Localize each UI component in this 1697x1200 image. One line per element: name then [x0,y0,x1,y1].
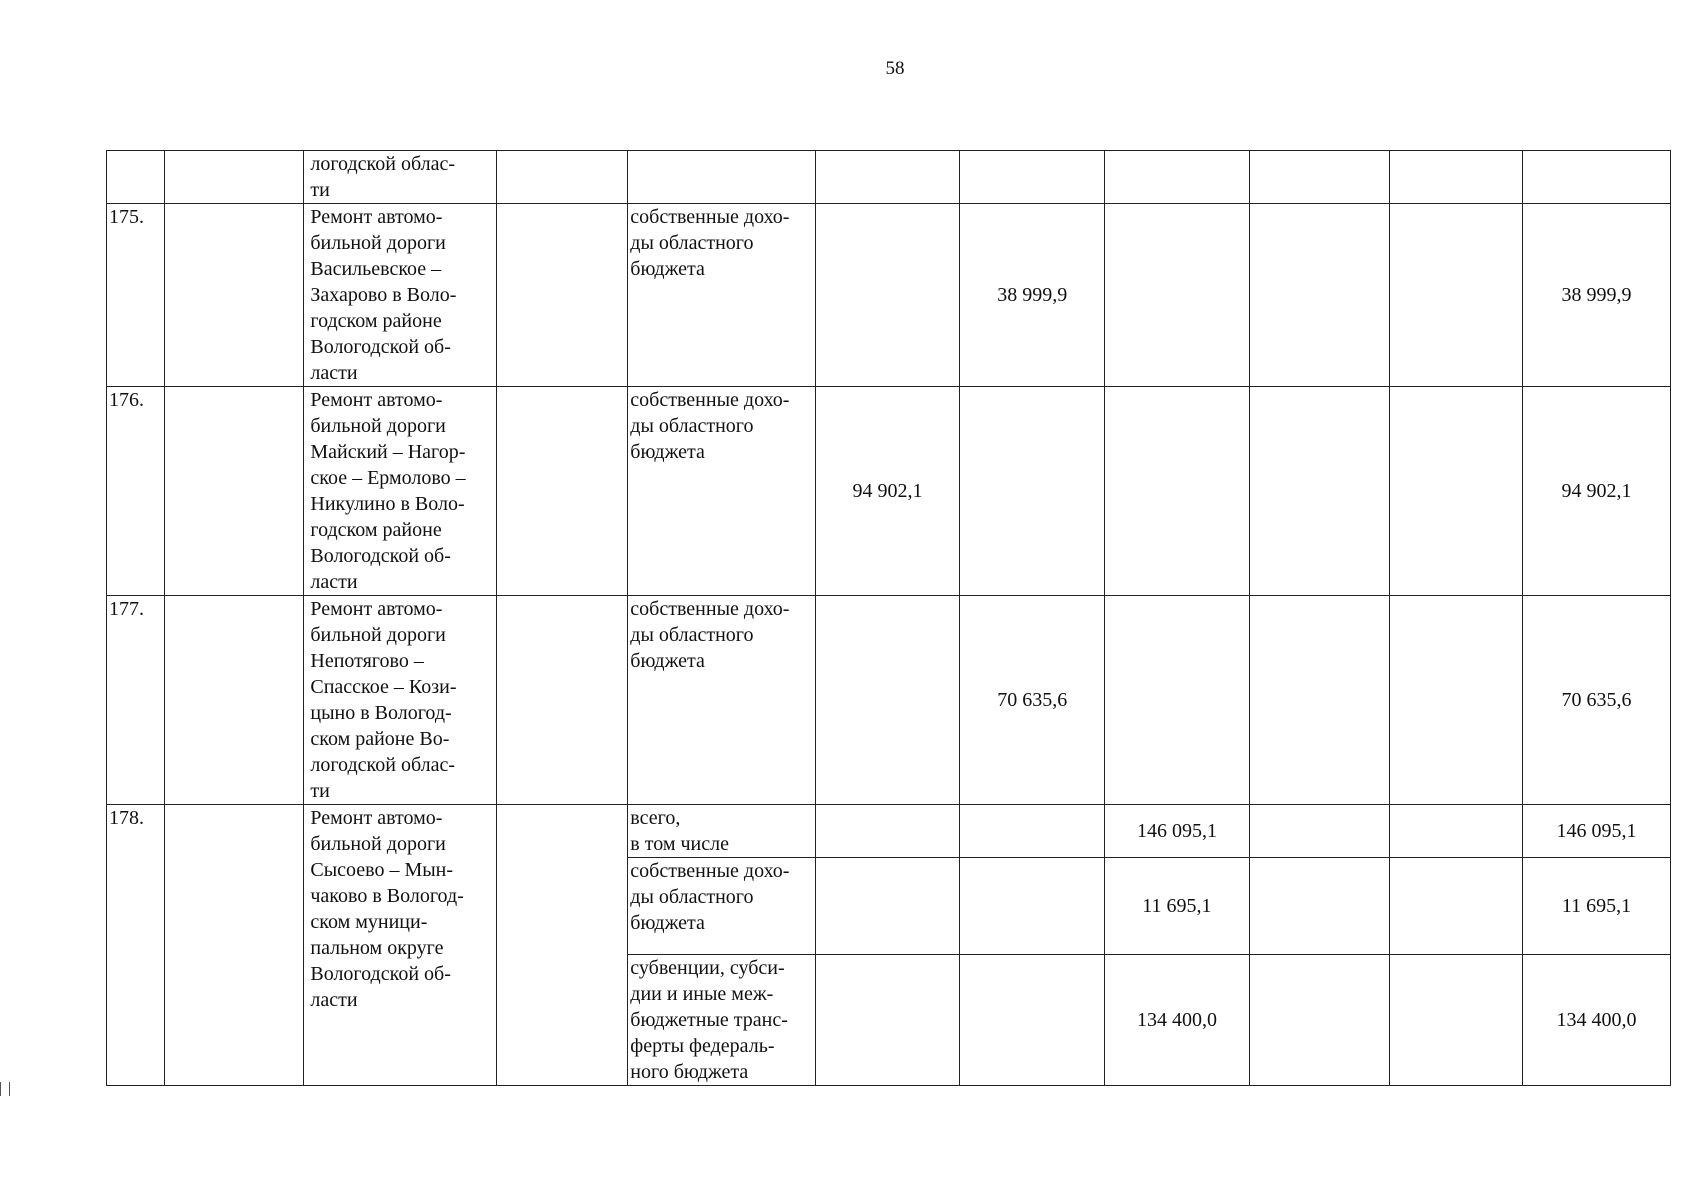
amount-cell [1249,151,1389,204]
table-row [107,805,1671,858]
amount-cell [815,805,960,858]
amount-cell [1249,387,1389,596]
amount-cell [1389,955,1523,1086]
amount-cell: 70 635,6 [960,596,1105,805]
budget-table [106,150,1671,1086]
source-cell: собственные дохо- ды областного бюджета [628,204,815,387]
total-cell: 70 635,6 [1523,596,1671,805]
source-cell: собственные дохо- ды областного бюджета [628,596,815,805]
total-cell [1523,151,1671,204]
binding-mark [0,1082,10,1096]
index-cell: 175. [107,204,165,387]
object-name-cell: Ремонт автомо- бильной дороги Непотягово – Спасское – Кози- цыно в Вологод- ском районе Во- логодской облас- ти [304,596,496,805]
source-cell: собственные дохо- ды областного бюджета [628,858,815,955]
amount-cell [1249,204,1389,387]
amount-cell: 38 999,9 [960,204,1105,387]
amount-cell [815,596,960,805]
amount-cell [815,151,960,204]
source-cell: всего, в том числе [628,805,815,858]
amount-cell [1105,204,1250,387]
index-cell [107,151,165,204]
amount-cell: 146 095,1 [1105,805,1250,858]
empty-cell [496,596,628,805]
amount-cell [960,387,1105,596]
table-row [107,151,1671,204]
amount-cell [1389,805,1523,858]
empty-cell [496,204,628,387]
amount-cell [1105,387,1250,596]
empty-cell [164,596,304,805]
amount-cell [960,955,1105,1086]
amount-cell [1249,858,1389,955]
index-cell: 176. [107,387,165,596]
object-name-cell: Ремонт автомо- бильной дороги Васильевское – Захарово в Воло- годском районе Вологодской об- ласти [304,204,496,387]
total-cell: 11 695,1 [1523,858,1671,955]
amount-cell [815,204,960,387]
amount-cell [1249,805,1389,858]
amount-cell: 94 902,1 [815,387,960,596]
total-cell: 94 902,1 [1523,387,1671,596]
amount-cell [1105,596,1250,805]
amount-cell: 11 695,1 [1105,858,1250,955]
amount-cell [815,955,960,1086]
object-name-cell: Ремонт автомо- бильной дороги Майский – Нагор- ское – Ермолово – Никулино в Воло- годском районе Вологодской об- ласти [304,387,496,596]
amount-cell [1249,955,1389,1086]
empty-cell [496,805,628,1086]
empty-cell [496,151,628,204]
amount-cell [1389,387,1523,596]
amount-cell: 134 400,0 [1105,955,1250,1086]
amount-cell [1389,858,1523,955]
table-row [107,596,1671,805]
amount-cell [815,858,960,955]
amount-cell [960,805,1105,858]
amount-cell [960,151,1105,204]
source-cell [628,151,815,204]
total-cell: 38 999,9 [1523,204,1671,387]
page-number: 58 [885,58,905,79]
source-cell: субвенции, субси- дии и иные меж- бюджетные транс- ферты федераль- ного бюджета [628,955,815,1086]
amount-cell [1105,151,1250,204]
amount-cell [1389,596,1523,805]
empty-cell [164,204,304,387]
empty-cell [164,151,304,204]
total-cell: 146 095,1 [1523,805,1671,858]
index-cell: 178. [107,805,165,1086]
total-cell: 134 400,0 [1523,955,1671,1086]
empty-cell [164,387,304,596]
empty-cell [496,387,628,596]
empty-cell [164,805,304,1086]
object-name-cell: логодской облас- ти [304,151,496,204]
amount-cell [960,858,1105,955]
index-cell: 177. [107,596,165,805]
table-row [107,204,1671,387]
amount-cell [1249,596,1389,805]
source-cell: собственные дохо- ды областного бюджета [628,387,815,596]
amount-cell [1389,151,1523,204]
amount-cell [1389,204,1523,387]
table-row [107,387,1671,596]
object-name-cell: Ремонт автомо- бильной дороги Сысоево – Мын- чаково в Вологод- ском муници- пальном округе Вологодской об- ласти [304,805,496,1086]
